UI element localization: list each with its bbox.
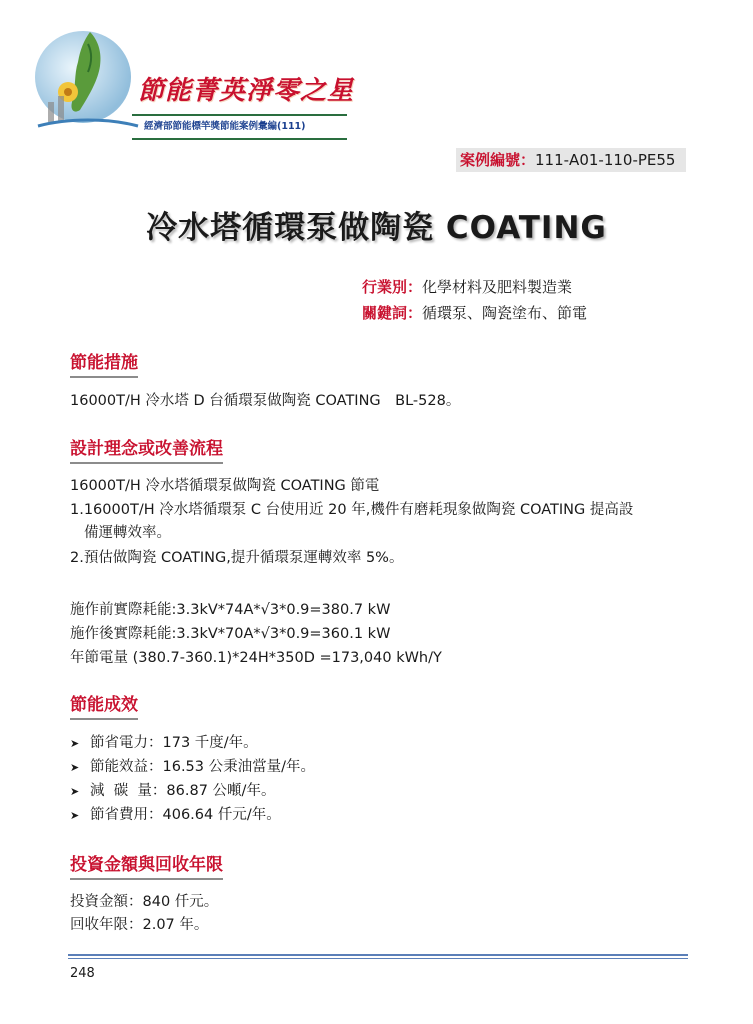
section-heading-investment: 投資金額與回收年限	[70, 850, 223, 880]
design-line-4: 2.預估做陶瓷 COATING,提升循環泵運轉效率 5%。	[70, 550, 404, 566]
design-line-3: 備運轉效率。	[84, 525, 171, 541]
keywords-label: 關鍵詞：	[362, 304, 423, 322]
industry-value: 化學材料及肥料製造業	[422, 278, 573, 296]
page-title: 冷水塔循環泵做陶瓷 COATING	[146, 210, 607, 246]
result-benefit: 節能效益：16.53 公秉油當量/年。	[90, 759, 316, 775]
arrow-bullet-icon: ➤	[70, 785, 80, 798]
list-item	[70, 779, 275, 800]
investment-amount: 投資金額：840 仟元。	[70, 894, 219, 910]
case-number-label: 案例編號：	[460, 151, 536, 169]
logo-title: 節能菁英淨零之星	[138, 76, 355, 106]
keywords-value: 循環泵、陶瓷塗布、節電	[422, 304, 588, 322]
design-line-5: 施作前實際耗能:3.3kV*74A*√3*0.9=380.7 kW	[70, 602, 391, 618]
design-line-2: 1.16000T/H 冷水塔循環泵 C 台使用近 20 年,機件有磨耗現象做陶瓷 COATING 提高設	[70, 502, 634, 518]
header-logo	[28, 22, 355, 132]
list-item	[70, 803, 281, 824]
taiwan-globe-icon	[28, 22, 148, 132]
case-number-value: 111-A01-110-PE55	[535, 151, 676, 169]
footer-divider-thin	[68, 958, 688, 959]
list-item	[70, 755, 315, 776]
result-cost: 節省費用：406.64 仟元/年。	[90, 807, 281, 823]
footer-divider	[68, 954, 688, 956]
design-line-1: 16000T/H 冷水塔循環泵做陶瓷 COATING 節電	[70, 478, 380, 494]
industry	[362, 276, 572, 297]
case-number	[456, 148, 686, 172]
section-heading-measures: 節能措施	[70, 348, 138, 378]
list-item	[70, 731, 258, 752]
design-line-7: 年節電量 (380.7-360.1)*24H*350D =173,040 kWh/Y	[70, 650, 442, 666]
payback-period: 回收年限：2.07 年。	[70, 917, 209, 933]
design-line-6: 施作後實際耗能:3.3kV*70A*√3*0.9=360.1 kW	[70, 626, 391, 642]
result-power: 節省電力：173 千度/年。	[90, 735, 258, 751]
section-heading-design: 設計理念或改善流程	[70, 434, 223, 464]
arrow-bullet-icon: ➤	[70, 761, 80, 774]
keywords	[362, 302, 587, 323]
section-heading-results: 節能成效	[70, 690, 138, 720]
page-number: 248	[70, 966, 95, 981]
arrow-bullet-icon: ➤	[70, 737, 80, 750]
measures-line: 16000T/H 冷水塔 D 台循環泵做陶瓷 COATING BL-528。	[70, 393, 461, 409]
industry-label: 行業別：	[362, 278, 423, 296]
arrow-bullet-icon: ➤	[70, 809, 80, 822]
result-carbon: 減 碳 量：86.87 公噸/年。	[90, 783, 276, 799]
logo-subtitle: 經濟部節能標竿獎節能案例彙編(111)	[144, 121, 306, 132]
